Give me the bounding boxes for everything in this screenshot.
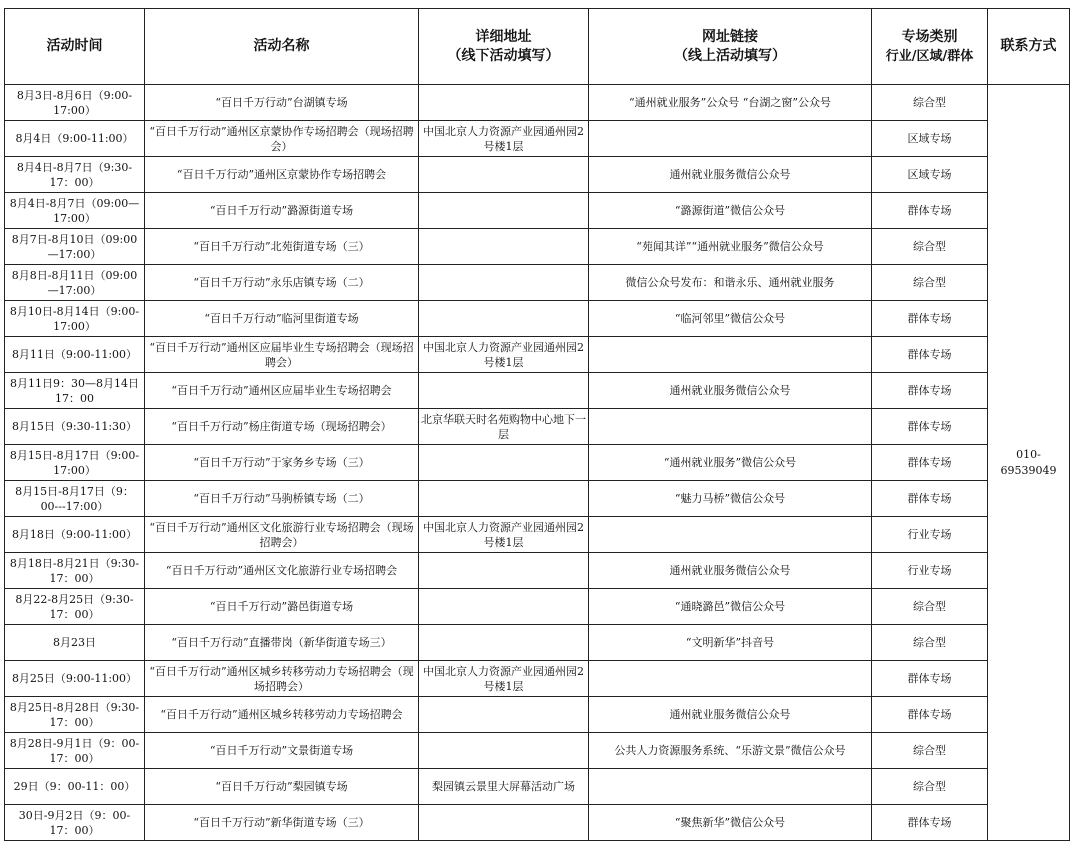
header-link-sub: （线上活动填写） <box>674 47 786 64</box>
cell-name: “百日千万行动”新华街道专场（三） <box>145 805 419 841</box>
cell-name: “百日千万行动”通州区文化旅游行业专场招聘会（现场招聘会） <box>145 517 419 553</box>
table-row <box>5 625 1070 661</box>
cell-name: “百日千万行动”通州区应届毕业生专场招聘会（现场招聘会） <box>145 337 419 373</box>
cell-category: 综合型 <box>872 589 988 625</box>
cell-link <box>589 661 872 697</box>
cell-category: 行业专场 <box>872 517 988 553</box>
cell-time: 8月23日 <box>5 625 145 661</box>
cell-category: 群体专场 <box>872 805 988 841</box>
cell-address <box>419 697 589 733</box>
header-link-title: 网址链接 <box>702 28 758 45</box>
cell-category: 群体专场 <box>872 301 988 337</box>
cell-category: 群体专场 <box>872 409 988 445</box>
cell-link: “苑闻其详”“通州就业服务”微信公众号 <box>589 229 872 265</box>
cell-link: “通州就业服务”公众号 “台湖之窗”公众号 <box>589 85 872 121</box>
cell-time: 8月15日-8月17日（9:00-17:00） <box>5 445 145 481</box>
cell-address <box>419 625 589 661</box>
cell-address <box>419 553 589 589</box>
header-row <box>5 9 1070 85</box>
header-time: 活动时间 <box>5 9 145 85</box>
cell-address <box>419 481 589 517</box>
cell-link: 微信公众号发布：和谐永乐、通州就业服务 <box>589 265 872 301</box>
cell-category: 群体专场 <box>872 661 988 697</box>
cell-name: “百日千万行动”通州区京蒙协作专场招聘会（现场招聘会） <box>145 121 419 157</box>
cell-category: 区域专场 <box>872 121 988 157</box>
header-contact: 联系方式 <box>988 9 1070 85</box>
cell-time: 8月4日（9:00-11:00） <box>5 121 145 157</box>
cell-category: 行业专场 <box>872 553 988 589</box>
table-row <box>5 229 1070 265</box>
header-category <box>872 9 988 85</box>
table-row <box>5 301 1070 337</box>
table-row <box>5 697 1070 733</box>
cell-name: “百日千万行动”通州区城乡转移劳动力专场招聘会（现场招聘会） <box>145 661 419 697</box>
cell-category: 综合型 <box>872 733 988 769</box>
cell-time: 8月7日-8月10日（09:00—17:00） <box>5 229 145 265</box>
cell-link <box>589 337 872 373</box>
cell-name: “百日千万行动”杨庄街道专场（现场招聘会） <box>145 409 419 445</box>
header-address-title: 详细地址 <box>475 28 532 45</box>
cell-address <box>419 589 589 625</box>
cell-link: “潞源街道”微信公众号 <box>589 193 872 229</box>
cell-name: “百日千万行动”台湖镇专场 <box>145 85 419 121</box>
cell-category: 群体专场 <box>872 373 988 409</box>
table-row <box>5 517 1070 553</box>
cell-time: 8月18日-8月21日（9:30-17：00） <box>5 553 145 589</box>
cell-time: 8月3日-8月6日（9:00-17:00） <box>5 85 145 121</box>
cell-category: 群体专场 <box>872 697 988 733</box>
cell-name: “百日千万行动”潞邑街道专场 <box>145 589 419 625</box>
table-row <box>5 373 1070 409</box>
header-category-sub: 行业/区域/群体 <box>885 48 974 64</box>
table-row <box>5 661 1070 697</box>
table-row <box>5 85 1070 121</box>
cell-address <box>419 373 589 409</box>
cell-address <box>419 805 589 841</box>
table-row <box>5 769 1070 805</box>
cell-address: 中国北京人力资源产业园通州园2号楼1层 <box>419 121 589 157</box>
cell-link: 通州就业服务微信公众号 <box>589 697 872 733</box>
table-row <box>5 337 1070 373</box>
cell-category: 综合型 <box>872 769 988 805</box>
cell-name: “百日千万行动”直播带岗（新华街道专场三） <box>145 625 419 661</box>
cell-time: 8月25日（9:00-11:00） <box>5 661 145 697</box>
cell-category: 群体专场 <box>872 445 988 481</box>
cell-time: 8月4日-8月7日（09:00—17:00） <box>5 193 145 229</box>
cell-time: 8月28日-9月1日（9：00-17：00） <box>5 733 145 769</box>
cell-time: 8月15日（9:30-11:30） <box>5 409 145 445</box>
header-name: 活动名称 <box>145 9 419 85</box>
cell-category: 综合型 <box>872 625 988 661</box>
cell-address: 北京华联天时名苑购物中心地下一层 <box>419 409 589 445</box>
cell-name: “百日千万行动”文景街道专场 <box>145 733 419 769</box>
cell-link <box>589 517 872 553</box>
cell-name: “百日千万行动”临河里街道专场 <box>145 301 419 337</box>
cell-link: 通州就业服务微信公众号 <box>589 373 872 409</box>
cell-category: 群体专场 <box>872 481 988 517</box>
cell-address <box>419 193 589 229</box>
cell-link: “通州就业服务”微信公众号 <box>589 445 872 481</box>
cell-link: “聚焦新华”微信公众号 <box>589 805 872 841</box>
table-row <box>5 589 1070 625</box>
header-address <box>419 9 589 85</box>
cell-time: 8月11日（9:00-11:00） <box>5 337 145 373</box>
cell-address: 梨园镇云景里大屏幕活动广场 <box>419 769 589 805</box>
cell-address <box>419 301 589 337</box>
cell-name: “百日千万行动”通州区京蒙协作专场招聘会 <box>145 157 419 193</box>
cell-link: 公共人力资源服务系统、“乐游文景”微信公众号 <box>589 733 872 769</box>
cell-name: “百日千万行动”梨园镇专场 <box>145 769 419 805</box>
table-row <box>5 409 1070 445</box>
cell-link: “文明新华”抖音号 <box>589 625 872 661</box>
table-row <box>5 481 1070 517</box>
cell-address <box>419 229 589 265</box>
cell-category: 群体专场 <box>872 337 988 373</box>
table-body <box>5 85 1070 841</box>
cell-address <box>419 733 589 769</box>
cell-name: “百日千万行动”永乐店镇专场（二） <box>145 265 419 301</box>
cell-name: “百日千万行动”马驹桥镇专场（二） <box>145 481 419 517</box>
cell-name: “百日千万行动”潞源街道专场 <box>145 193 419 229</box>
table-row <box>5 121 1070 157</box>
cell-time: 8月11日9：30—8月14日17：00 <box>5 373 145 409</box>
cell-name: “百日千万行动”于家务乡专场（三） <box>145 445 419 481</box>
cell-category: 综合型 <box>872 265 988 301</box>
cell-category: 群体专场 <box>872 193 988 229</box>
cell-time: 8月15日-8月17日（9：00---17:00） <box>5 481 145 517</box>
cell-name: “百日千万行动”通州区应届毕业生专场招聘会 <box>145 373 419 409</box>
table-row <box>5 445 1070 481</box>
header-category-title: 专场类别 <box>901 28 958 45</box>
cell-time: 30日-9月2日（9：00-17：00） <box>5 805 145 841</box>
cell-link <box>589 409 872 445</box>
cell-address: 中国北京人力资源产业园通州园2号楼1层 <box>419 517 589 553</box>
cell-link: 通州就业服务微信公众号 <box>589 553 872 589</box>
cell-time: 8月22-8月25日（9:30-17：00） <box>5 589 145 625</box>
activity-table <box>4 8 1070 841</box>
cell-contact <box>988 85 1070 841</box>
cell-name: “百日千万行动”北苑街道专场（三） <box>145 229 419 265</box>
cell-link: 通州就业服务微信公众号 <box>589 157 872 193</box>
cell-link <box>589 769 872 805</box>
cell-time: 29日（9：00-11：00） <box>5 769 145 805</box>
cell-time: 8月4日-8月7日（9:30-17：00） <box>5 157 145 193</box>
cell-time: 8月8日-8月11日（09:00—17:00） <box>5 265 145 301</box>
cell-address <box>419 445 589 481</box>
cell-time: 8月25日-8月28日（9:30-17：00） <box>5 697 145 733</box>
cell-address <box>419 157 589 193</box>
table-row <box>5 553 1070 589</box>
cell-time: 8月18日（9:00-11:00） <box>5 517 145 553</box>
table-row <box>5 805 1070 841</box>
cell-address <box>419 85 589 121</box>
contact-line-2: 69539049 <box>1000 463 1057 477</box>
cell-category: 综合型 <box>872 85 988 121</box>
header-link <box>589 9 872 85</box>
cell-link: “临河邻里”微信公众号 <box>589 301 872 337</box>
cell-category: 综合型 <box>872 229 988 265</box>
cell-address <box>419 265 589 301</box>
cell-address: 中国北京人力资源产业园通州园2号楼1层 <box>419 337 589 373</box>
cell-name: “百日千万行动”通州区城乡转移劳动力专场招聘会 <box>145 697 419 733</box>
contact-line-1: 010- <box>1016 447 1041 461</box>
table-row <box>5 265 1070 301</box>
table-row <box>5 157 1070 193</box>
cell-address: 中国北京人力资源产业园通州园2号楼1层 <box>419 661 589 697</box>
cell-link <box>589 121 872 157</box>
table-row <box>5 193 1070 229</box>
cell-category: 区域专场 <box>872 157 988 193</box>
header-address-sub: （线下活动填写） <box>447 47 560 64</box>
cell-link: “魅力马桥”微信公众号 <box>589 481 872 517</box>
cell-link: “通晓潞邑”微信公众号 <box>589 589 872 625</box>
cell-time: 8月10日-8月14日（9:00-17:00） <box>5 301 145 337</box>
cell-name: “百日千万行动”通州区文化旅游行业专场招聘会 <box>145 553 419 589</box>
table-row <box>5 733 1070 769</box>
